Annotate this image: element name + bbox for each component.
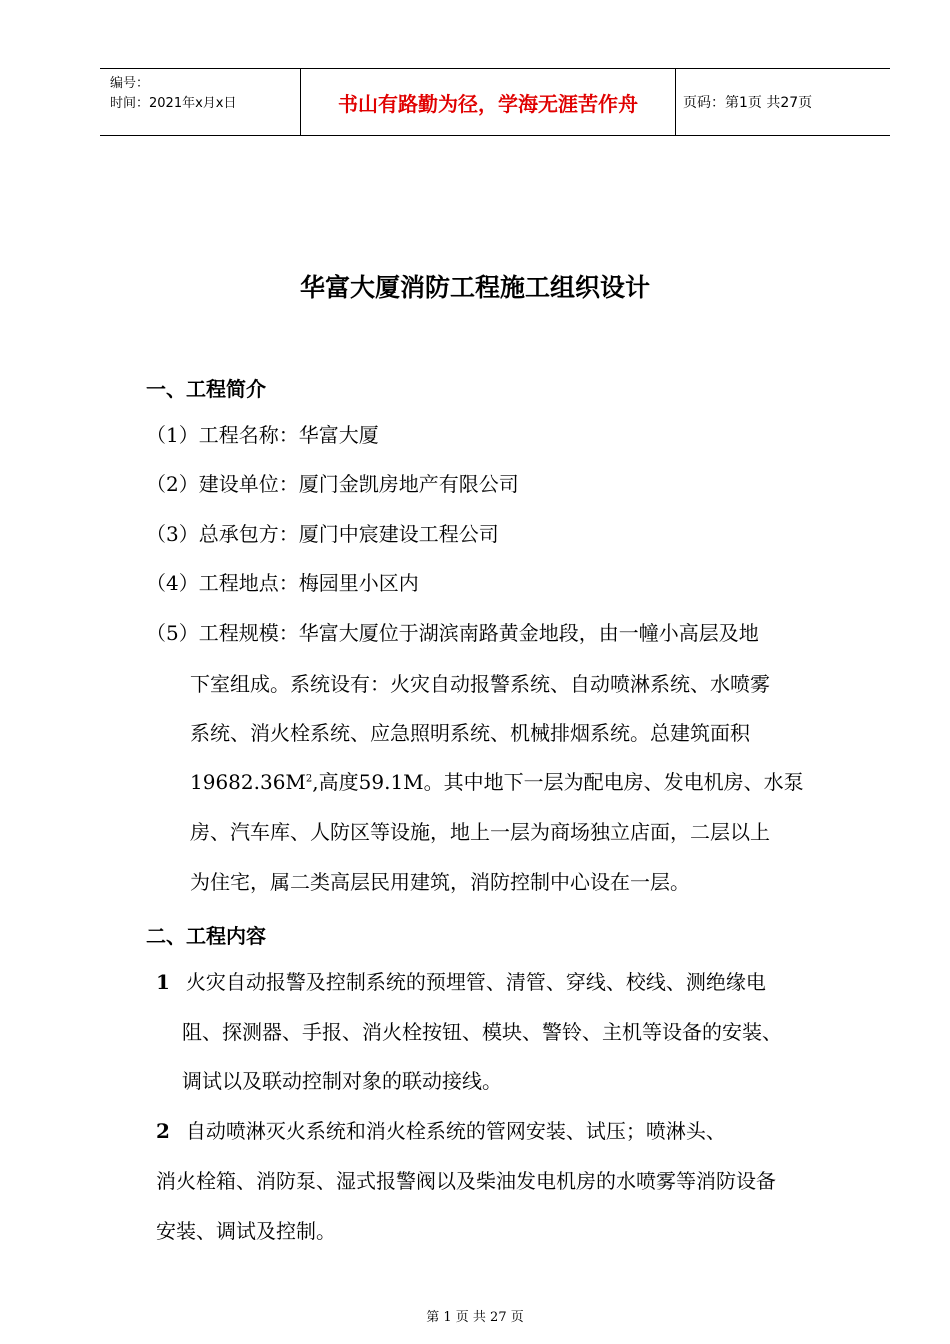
page-header <box>100 68 890 136</box>
project-location: （4）工程地点：梅园里小区内 <box>146 571 419 595</box>
project-scale-line-2: 下室组成。系统设有：火灾自动报警系统、自动喷淋系统、水喷雾 <box>190 672 770 696</box>
item-number: 1 <box>156 970 170 994</box>
header-page-info: 页码：第1页 共27页 <box>683 95 813 111</box>
item-text: 自动喷淋灭火系统和消火栓系统的管网安装、试压；喷淋头、 <box>185 1119 726 1143</box>
header-motto: 书山有路勤为径，学海无涯苦作舟 <box>301 69 676 135</box>
header-meta <box>100 69 301 135</box>
project-scale-line-4 <box>190 770 804 794</box>
general-contractor: （3）总承包方：厦门中宸建设工程公司 <box>146 522 499 546</box>
document-title: 华富大厦消防工程施工组织设计 <box>299 273 650 302</box>
content-item-2 <box>156 1119 726 1143</box>
page-footer: 第 1 页 共 27 页 <box>426 1310 524 1325</box>
project-scale: （5）工程规模：华富大厦位于湖滨南路黄金地段，由一幢小高层及地 <box>146 621 759 645</box>
content-item-2-line-2: 消火栓箱、消防泵、湿式报警阀以及柴油发电机房的水喷雾等消防设备 <box>156 1169 776 1193</box>
area-unit-superscript: 2 <box>305 773 313 785</box>
content-item-1-line-3: 调试以及联动控制对象的联动接线。 <box>182 1069 502 1093</box>
content-item-1 <box>156 970 766 994</box>
project-scale-line-6: 为住宅，属二类高层民用建筑，消防控制中心设在一层。 <box>190 870 690 894</box>
section-heading-1: 一、工程简介 <box>146 377 266 401</box>
construction-unit: （2）建设单位：厦门金凯房地产有限公司 <box>146 472 519 496</box>
item-number: 2 <box>156 1119 170 1143</box>
area-rest: ,高度59.1M。其中地下一层为配电房、发电机房、水泵 <box>312 770 804 794</box>
project-name: （1）工程名称：华富大厦 <box>146 423 379 447</box>
project-scale-line-5: 房、汽车库、人防区等设施，地上一层为商场独立店面，二层以上 <box>190 820 770 844</box>
number-label: 编号： <box>110 76 150 91</box>
time-label: 时间：2021年x月x日 <box>110 96 237 111</box>
project-scale-line-3: 系统、消火栓系统、应急照明系统、机械排烟系统。总建筑面积 <box>190 721 750 745</box>
section-heading-2: 二、工程内容 <box>146 924 266 948</box>
area-value: 19682.36M <box>190 770 306 794</box>
content-item-1-line-2: 阻、探测器、手报、消火栓按钮、模块、警铃、主机等设备的安装、 <box>182 1020 782 1044</box>
content-item-2-line-3: 安装、调试及控制。 <box>156 1219 336 1243</box>
item-text: 火灾自动报警及控制系统的预埋管、清管、穿线、校线、测绝缘电 <box>185 970 766 994</box>
